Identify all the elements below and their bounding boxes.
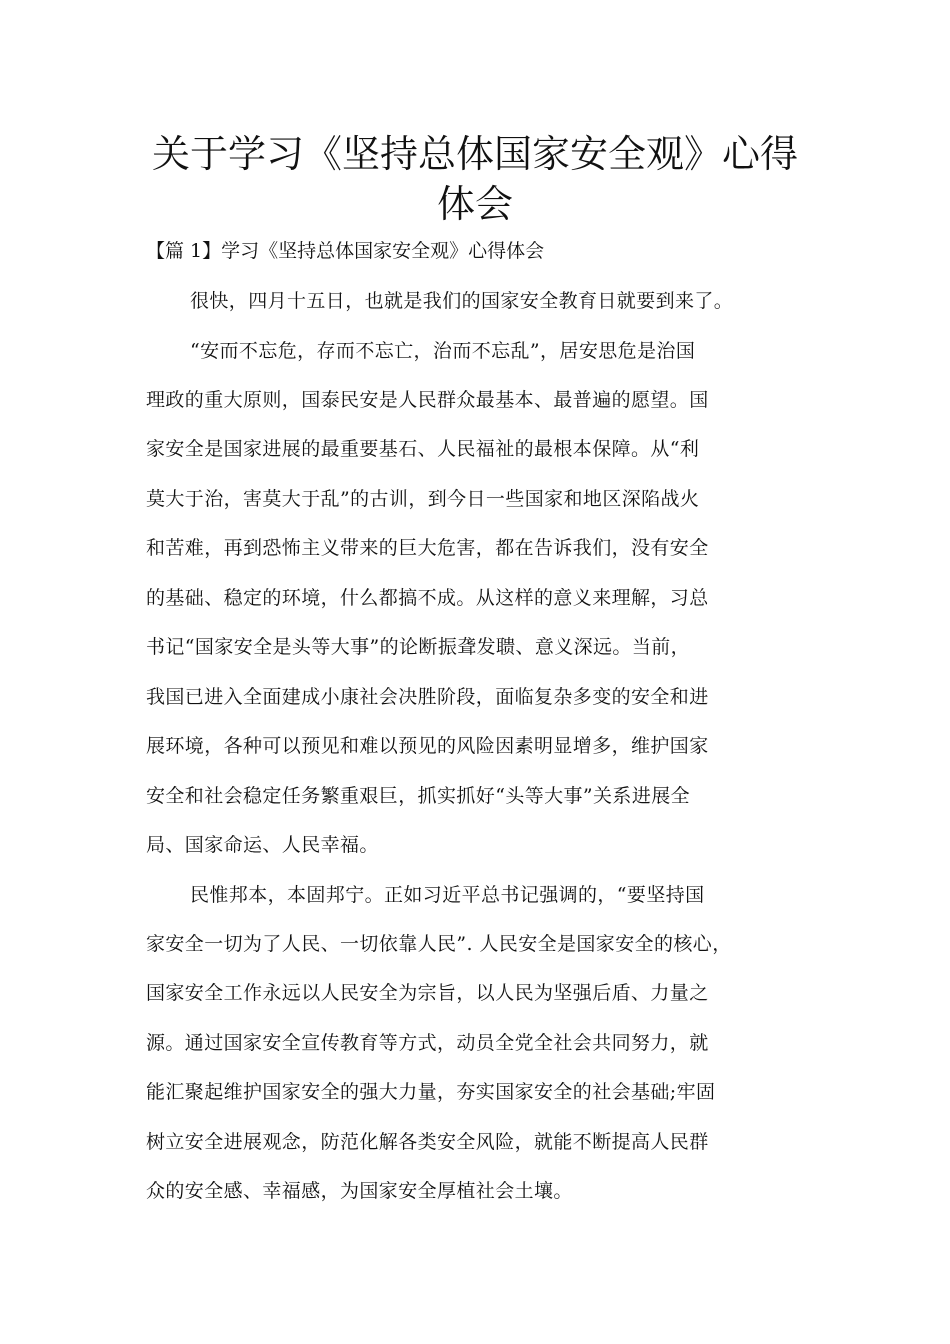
paragraph-line: 家安全是国家进展的最重要基石、人民福祉的最根本保障。从“利 [146,438,700,460]
paragraph-line: 源。通过国家安全宣传教育等方式，动员全党全社会共同努力，就 [146,1032,709,1054]
paragraph-line: 能汇聚起维护国家安全的强大力量，夯实国家安全的社会基础;牢固 [146,1081,716,1103]
paragraph-line: 家安全一切为了人民、一切依靠人民”. 人民安全是国家安全的核心， [146,933,732,955]
paragraph-line: 局、国家命运、人民幸福。 [146,834,379,856]
document-title-line-1: 关于学习《坚持总体国家安全观》心得 [151,132,798,176]
paragraph-line: 很快，四月十五日，也就是我们的国家安全教育日就要到来了。 [190,290,734,312]
paragraph-line: 理政的重大原则，国泰民安是人民群众最基本、最普遍的愿望。国 [146,389,709,411]
section-heading: 【篇 1】学习《坚持总体国家安全观》心得体会 [146,240,545,262]
document-title-line-2: 体会 [436,182,513,226]
paragraph-line: 展环境，各种可以预见和难以预见的风险因素明显增多，维护国家 [146,735,709,757]
paragraph-line: 国家安全工作永远以人民安全为宗旨，以人民为坚强后盾、力量之 [146,982,709,1004]
paragraph-line: “安而不忘危，存而不忘亡，治而不忘乱”，居安思危是治国 [190,340,696,362]
paragraph-line: 莫大于治，害莫大于乱”的古训，到今日一些国家和地区深陷战火 [146,488,700,510]
paragraph-line: 安全和社会稳定任务繁重艰巨，抓实抓好“头等大事”关系进展全 [146,785,691,807]
paragraph-line: 树立安全进展观念，防范化解各类安全风险，就能不断提高人民群 [146,1131,709,1153]
paragraph-line: 我国已进入全面建成小康社会决胜阶段，面临复杂多变的安全和进 [146,686,709,708]
paragraph-line: 和苦难，再到恐怖主义带来的巨大危害，都在告诉我们，没有安全 [146,537,709,559]
paragraph-line: 书记“国家安全是头等大事”的论断振聋发聩、意义深远。当前， [146,636,691,658]
paragraph-line: 的基础、稳定的环境，什么都搞不成。从这样的意义来理解，习总 [146,587,709,609]
paragraph-line: 众的安全感、幸福感，为国家安全厚植社会土壤。 [146,1180,573,1202]
paragraph-line: 民惟邦本，本固邦宁。正如习近平总书记强调的，“要坚持国 [190,884,705,906]
